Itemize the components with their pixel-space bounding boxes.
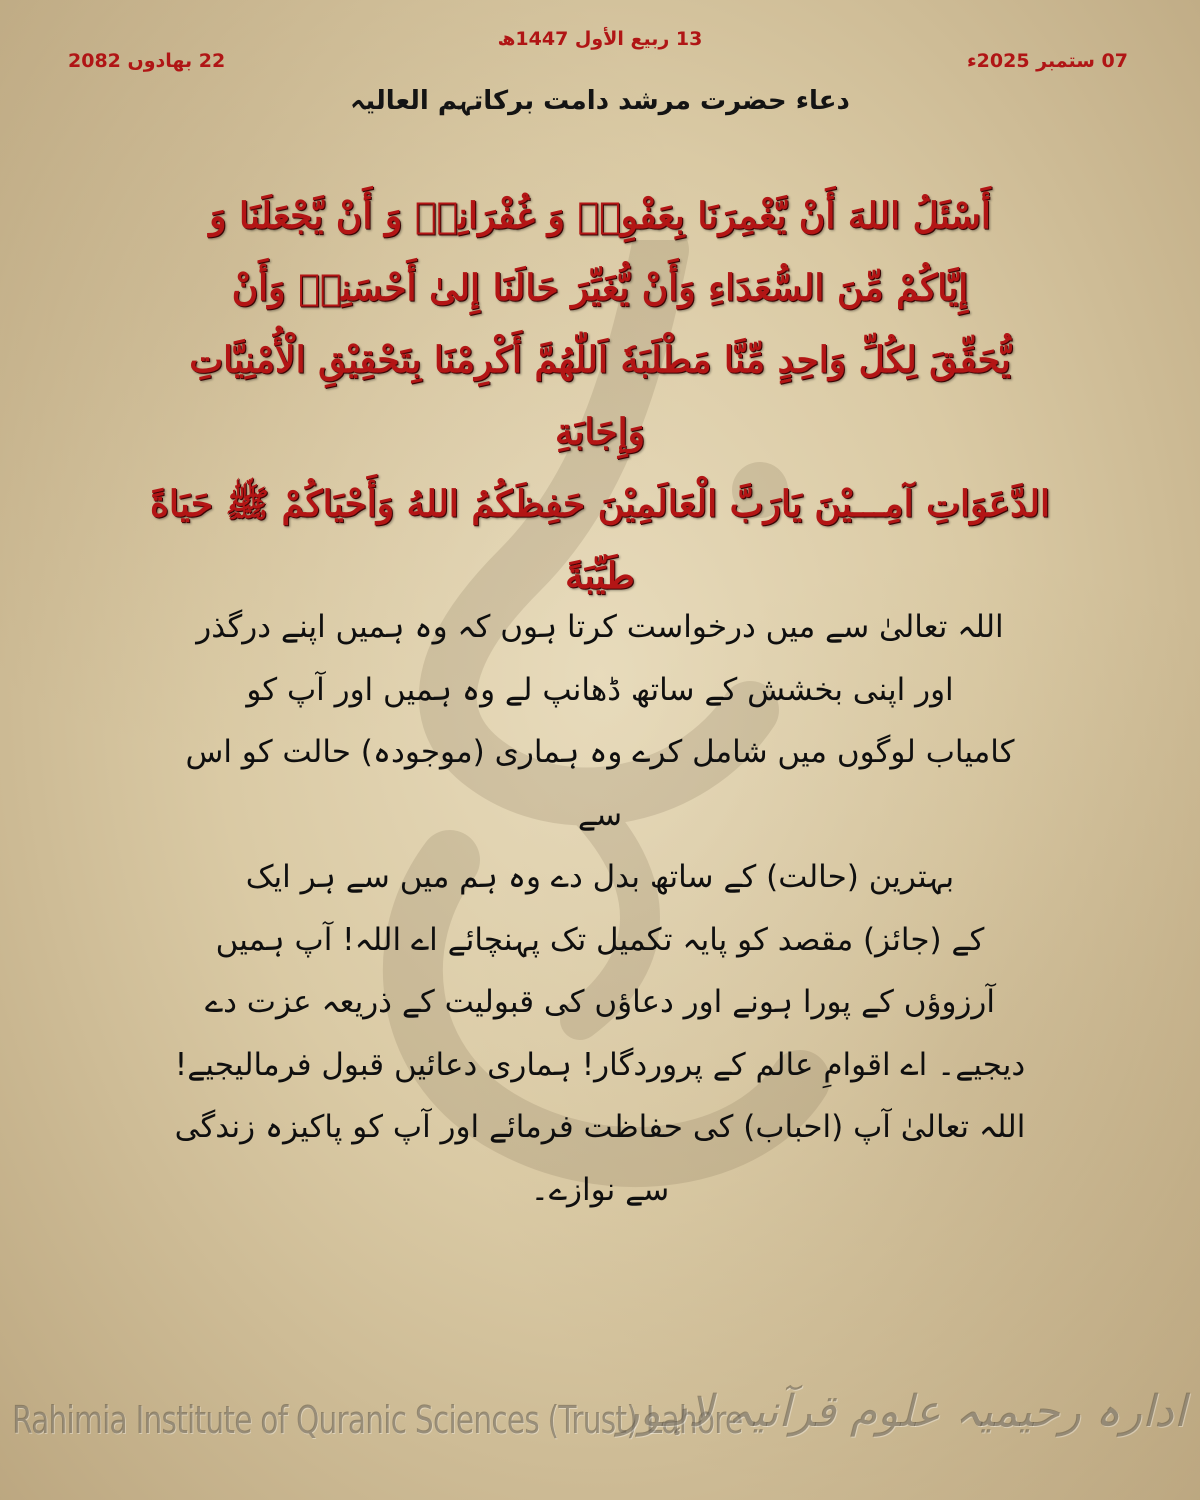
urdu-line: اور اپنی بخشش کے ساتھ ڈھانپ لے وہ ہمیں اور آپ کو: [246, 671, 954, 708]
page-title: دعاء حضرت مرشد دامت برکاتہم العالیہ: [350, 86, 850, 116]
urdu-line: اللہ تعالیٰ آپ (احباب) کی حفاظت فرمائے اور آپ کو پاکیزہ زندگی: [174, 1109, 1026, 1145]
urdu-line: دیجیے۔ اے اقوامِ عالم کے پروردگار! ہماری دعائیں قبول فرمالیجیے!: [174, 1046, 1026, 1083]
urdu-line: کامیاب لوگوں میں شامل کرے وہ ہماری (موجودہ) حالت کو اس سے: [185, 734, 1015, 833]
institute-name-urdu-logo: ادارہ رحیمیہ علوم قرآنیہ لاہور: [618, 1386, 1186, 1437]
urdu-line: کے (جائز) مقصد کو پایہ تکمیل تک پہنچائے اے اللہ! آپ ہمیں: [215, 921, 985, 958]
gregorian-date: 07 ستمبر 2025ء: [966, 50, 1128, 72]
arabic-line: إِيَّاكُمْ مِّنَ السُّعَدَاءِ وَأَنْ يُّغَيِّرَ حَالَنَا إِلىٰ أَحْسَنِهٖ وَأَنْ: [231, 267, 969, 309]
arabic-line: الدَّعَوَاتِ آمِـــيْنَ يَارَبَّ الْعَالَمِيْنَ حَفِظَكُمُ اللهُ وَأَحْيَاكُمْ ﷺ حَيَاةً طَيِّبَةً: [150, 483, 1050, 597]
arabic-line: يُّحَقِّقَ لِكُلِّ وَاحِدٍ مِّنَّا مَطْلَبَهٗ اَللّٰهُمَّ أَكْرِمْنَا بِتَحْقِيْقِ الْأُمْنِيَّاتِ وَإِجَابَةِ: [189, 339, 1011, 453]
urdu-line: آرزوؤں کے پورا ہونے اور دعاؤں کی قبولیت کے ذریعہ عزت دے: [204, 984, 996, 1020]
hijri-date: 13 ربیع الأول 1447ھ: [497, 28, 703, 50]
bikrami-date: 22 بھادوں 2082: [68, 50, 226, 72]
urdu-line: اللہ تعالیٰ سے میں درخواست کرتا ہوں کہ وہ ہمیں اپنے درگذر: [196, 609, 1004, 645]
arabic-dua-text: [150, 180, 1050, 612]
institute-name-english: Rahimia Institute of Quranic Sciences (Trust) Lahore: [12, 1398, 743, 1442]
urdu-line: بہترین (حالت) کے ساتھ بدل دے وہ ہم میں سے ہر ایک: [245, 859, 955, 895]
arabic-line: أَسْئَلُ اللهَ أَنْ يَّغْمِرَنَا بِعَفْوِهٖ وَ غُفْرَانِهٖ وَ أَنْ يَّجْعَلَنَا وَ: [209, 195, 991, 237]
urdu-line: سے نوازے۔: [530, 1171, 670, 1208]
urdu-translation: [170, 596, 1030, 1221]
